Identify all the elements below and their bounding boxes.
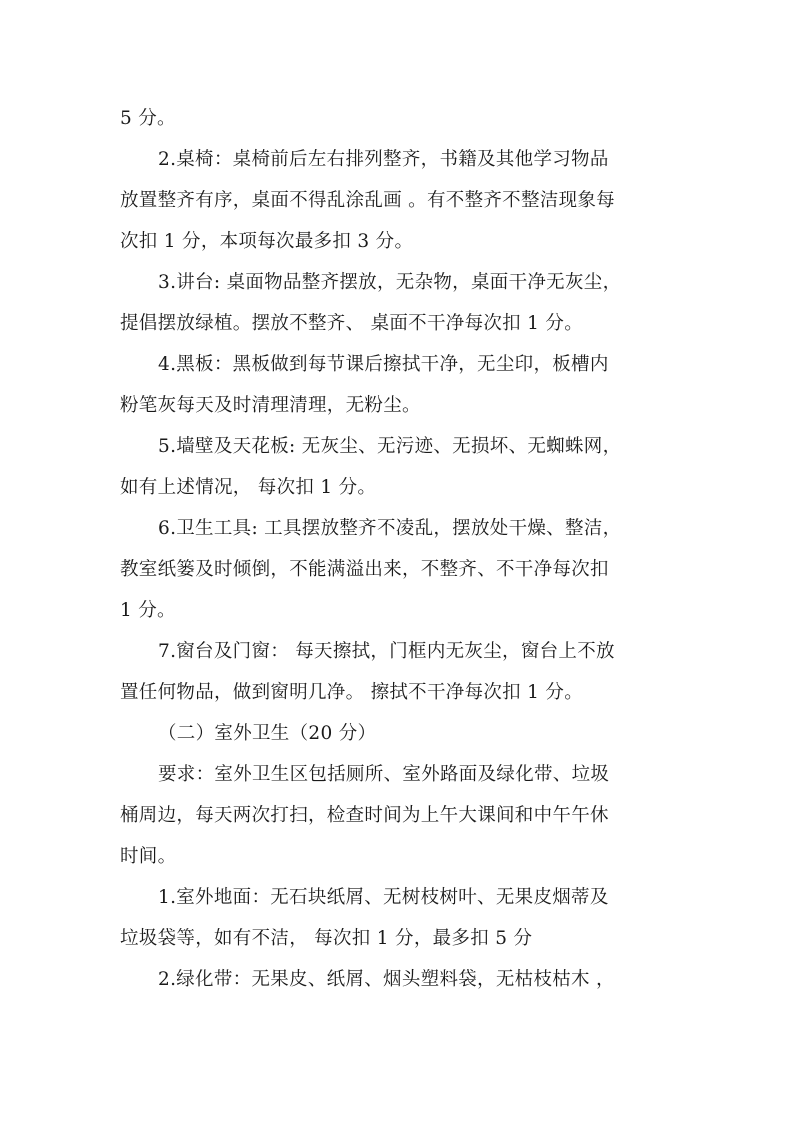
text-line: 放置整齐有序，桌面不得乱涂乱画 。有不整齐不整洁现象每 [120, 190, 615, 211]
text-line: 要求：室外卫生区包括厕所、室外路面及绿化带、垃圾 [158, 764, 610, 785]
text-line: 4.黑板：黑板做到每节课后擦拭干净，无尘印，板槽内 [158, 354, 609, 375]
text-line: 教室纸篓及时倾倒，不能满溢出来，不整齐、不干净每次扣 [120, 559, 609, 580]
text-line: 2.绿化带：无果皮、纸屑、烟头塑料袋，无枯枝枯木 ， [158, 969, 615, 990]
text-line: 6.卫生工具: 工具摆放整齐不凌乱，摆放处干燥、整洁， [158, 518, 622, 539]
text-line: 2.桌椅：桌椅前后左右排列整齐，书籍及其他学习物品 [158, 149, 609, 170]
text-line: 桶周边，每天两次打扫，检查时间为上午大课间和中午午休 [120, 805, 609, 826]
section-heading: （二）室外卫生（20 分） [158, 723, 377, 744]
text-line: 7.窗台及门窗： 每天擦拭，门框内无灰尘，窗台上不放 [158, 641, 615, 662]
text-line: 1.室外地面：无石块纸屑、无树枝树叶、无果皮烟蒂及 [158, 887, 609, 908]
document-body [120, 98, 680, 1000]
text-line: 时间。 [120, 846, 177, 867]
text-line: 3.讲台: 桌面物品整齐摆放，无杂物，桌面干净无灰尘， [158, 272, 622, 293]
text-line: 次扣 1 分，本项每次最多扣 3 分。 [120, 231, 414, 252]
text-line: 如有上述情况， 每次扣 1 分。 [120, 477, 377, 498]
text-line: 粉笔灰每天及时清理清理，无粉尘。 [120, 395, 421, 416]
text-line: 5 分。 [120, 108, 176, 129]
text-line: 5.墙壁及天花板: 无灰尘、无污迹、无损坏、无蜘蛛网， [158, 436, 622, 457]
text-line: 垃圾袋等，如有不洁， 每次扣 1 分，最多扣 5 分 [120, 928, 533, 949]
text-line: 1 分。 [120, 600, 176, 621]
text-line: 提倡摆放绿植。摆放不整齐、 桌面不干净每次扣 1 分。 [120, 313, 584, 334]
text-line: 置任何物品，做到窗明几净。 擦拭不干净每次扣 1 分。 [120, 682, 584, 703]
